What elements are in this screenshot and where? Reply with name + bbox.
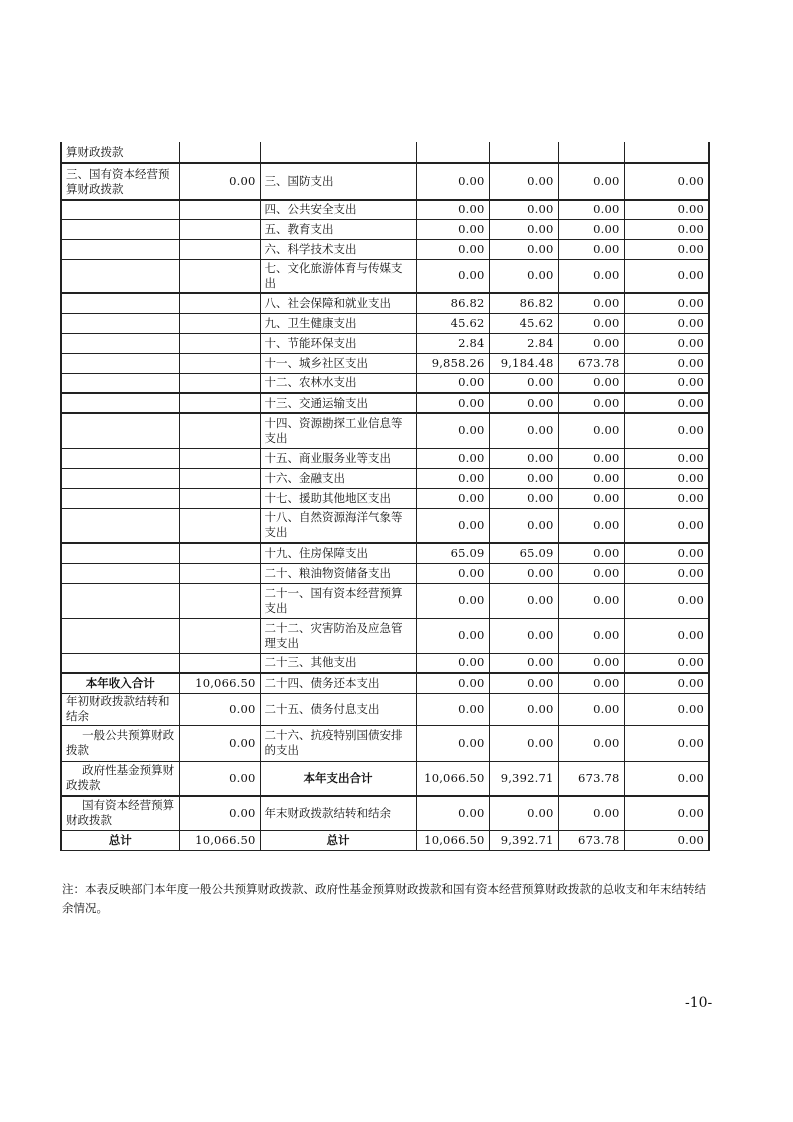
state-capital-cell: 0.00 [624, 448, 709, 468]
income-amount-cell [179, 142, 260, 163]
income-item-cell [61, 200, 179, 219]
income-item-cell [61, 543, 179, 563]
table-row [61, 830, 709, 850]
general-budget-cell: 0.00 [489, 583, 558, 618]
general-budget-cell: 86.82 [489, 293, 558, 313]
state-capital-cell: 0.00 [624, 313, 709, 333]
general-budget-cell: 9,392.71 [489, 830, 558, 850]
state-capital-cell: 0.00 [624, 796, 709, 830]
government-fund-cell: 0.00 [558, 373, 624, 393]
government-fund-cell: 0.00 [558, 488, 624, 508]
income-amount-cell: 0.00 [179, 163, 260, 200]
income-amount-cell [179, 543, 260, 563]
table-row [61, 583, 709, 618]
expense-total-cell: 0.00 [416, 725, 489, 761]
expense-item-cell: 十四、资源勘探工业信息等支出 [260, 413, 416, 448]
expense-total-cell: 0.00 [416, 413, 489, 448]
government-fund-cell: 0.00 [558, 543, 624, 563]
income-item-cell [61, 219, 179, 239]
state-capital-cell: 0.00 [624, 413, 709, 448]
income-amount-cell [179, 468, 260, 488]
general-budget-cell: 0.00 [489, 693, 558, 725]
general-budget-cell: 0.00 [489, 508, 558, 543]
expense-total-cell: 2.84 [416, 333, 489, 353]
page-number: -10- [685, 995, 713, 1011]
government-fund-cell: 0.00 [558, 333, 624, 353]
table-row [61, 653, 709, 673]
expense-total-cell: 0.00 [416, 673, 489, 693]
expense-item-cell: 二十四、债务还本支出 [260, 673, 416, 693]
state-capital-cell: 0.00 [624, 353, 709, 373]
state-capital-cell: 0.00 [624, 618, 709, 653]
expense-total-cell: 45.62 [416, 313, 489, 333]
income-item-cell [61, 373, 179, 393]
table-row [61, 673, 709, 693]
state-capital-cell: 0.00 [624, 761, 709, 796]
income-amount-cell: 10,066.50 [179, 673, 260, 693]
table-row [61, 219, 709, 239]
table-row [61, 508, 709, 543]
state-capital-cell: 0.00 [624, 653, 709, 673]
expense-total-cell: 0.00 [416, 393, 489, 413]
state-capital-cell: 0.00 [624, 583, 709, 618]
table-row [61, 239, 709, 259]
table-row [61, 393, 709, 413]
table-row [61, 200, 709, 219]
income-item-cell [61, 583, 179, 618]
income-item-cell: 本年收入合计 [61, 673, 179, 693]
government-fund-cell: 0.00 [558, 163, 624, 200]
expense-item-cell: 总计 [260, 830, 416, 850]
income-amount-cell [179, 239, 260, 259]
income-amount-cell [179, 618, 260, 653]
expense-total-cell: 0.00 [416, 563, 489, 583]
expense-item-cell: 九、卫生健康支出 [260, 313, 416, 333]
expense-total-cell: 10,066.50 [416, 761, 489, 796]
general-budget-cell: 0.00 [489, 468, 558, 488]
table-row [61, 373, 709, 393]
table-row [61, 563, 709, 583]
expense-item-cell: 三、国防支出 [260, 163, 416, 200]
income-item-cell [61, 293, 179, 313]
general-budget-cell: 45.62 [489, 313, 558, 333]
state-capital-cell: 0.00 [624, 163, 709, 200]
table-row [61, 163, 709, 200]
state-capital-cell: 0.00 [624, 293, 709, 313]
government-fund-cell: 0.00 [558, 618, 624, 653]
expense-item-cell: 十六、金融支出 [260, 468, 416, 488]
state-capital-cell [624, 142, 709, 163]
general-budget-cell: 0.00 [489, 413, 558, 448]
state-capital-cell: 0.00 [624, 373, 709, 393]
income-amount-cell: 0.00 [179, 761, 260, 796]
government-fund-cell: 0.00 [558, 693, 624, 725]
income-amount-cell [179, 563, 260, 583]
expense-item-cell: 六、科学技术支出 [260, 239, 416, 259]
state-capital-cell: 0.00 [624, 830, 709, 850]
expense-item-cell: 十七、援助其他地区支出 [260, 488, 416, 508]
expense-item-cell: 四、公共安全支出 [260, 200, 416, 219]
table-body [61, 142, 709, 850]
income-amount-cell: 0.00 [179, 725, 260, 761]
table-row [61, 259, 709, 293]
expense-total-cell: 0.00 [416, 239, 489, 259]
table-note: 注：本表反映部门本年度一般公共预算财政拨款、政府性基金预算财政拨款和国有资本经营预算财政拨款的总收支和年末结转结余情况。 [62, 882, 706, 915]
expense-item-cell: 二十六、抗疫特别国债安排的支出 [260, 725, 416, 761]
government-fund-cell: 0.00 [558, 508, 624, 543]
expense-total-cell: 0.00 [416, 508, 489, 543]
table-row [61, 142, 709, 163]
general-budget-cell: 0.00 [489, 673, 558, 693]
expense-item-cell: 十八、自然资源海洋气象等支出 [260, 508, 416, 543]
income-item-cell [61, 448, 179, 468]
general-budget-cell: 9,392.71 [489, 761, 558, 796]
table-row [61, 618, 709, 653]
expense-total-cell: 10,066.50 [416, 830, 489, 850]
state-capital-cell: 0.00 [624, 393, 709, 413]
income-item-cell [61, 413, 179, 448]
general-budget-cell: 0.00 [489, 259, 558, 293]
expense-item-cell: 二十一、国有资本经营预算支出 [260, 583, 416, 618]
income-amount-cell [179, 259, 260, 293]
table-row [61, 333, 709, 353]
state-capital-cell: 0.00 [624, 333, 709, 353]
income-item-cell [61, 333, 179, 353]
government-fund-cell: 673.78 [558, 761, 624, 796]
table-row [61, 468, 709, 488]
income-item-cell: 政府性基金预算财政拨款 [61, 761, 179, 796]
expense-item-cell: 十二、农林水支出 [260, 373, 416, 393]
expense-item-cell: 八、社会保障和就业支出 [260, 293, 416, 313]
income-item-cell: 一般公共预算财政拨款 [61, 725, 179, 761]
general-budget-cell: 0.00 [489, 563, 558, 583]
expense-item-cell: 年末财政拨款结转和结余 [260, 796, 416, 830]
income-amount-cell [179, 583, 260, 618]
general-budget-cell: 0.00 [489, 393, 558, 413]
table-row [61, 725, 709, 761]
income-item-cell: 年初财政拨款结转和结余 [61, 693, 179, 725]
general-budget-cell: 0.00 [489, 200, 558, 219]
expense-total-cell: 9,858.26 [416, 353, 489, 373]
expense-total-cell: 0.00 [416, 796, 489, 830]
state-capital-cell: 0.00 [624, 508, 709, 543]
income-item-cell: 算财政拨款 [61, 142, 179, 163]
government-fund-cell: 0.00 [558, 219, 624, 239]
income-amount-cell [179, 293, 260, 313]
general-budget-cell: 0.00 [489, 373, 558, 393]
expense-item-cell: 二十、粮油物资储备支出 [260, 563, 416, 583]
income-item-cell [61, 563, 179, 583]
income-amount-cell [179, 353, 260, 373]
general-budget-cell: 65.09 [489, 543, 558, 563]
expense-total-cell: 0.00 [416, 693, 489, 725]
state-capital-cell: 0.00 [624, 259, 709, 293]
expense-item-cell [260, 142, 416, 163]
fiscal-appropriation-table [60, 142, 710, 851]
government-fund-cell: 0.00 [558, 239, 624, 259]
state-capital-cell: 0.00 [624, 673, 709, 693]
expense-total-cell: 0.00 [416, 373, 489, 393]
government-fund-cell: 0.00 [558, 259, 624, 293]
income-amount-cell [179, 393, 260, 413]
general-budget-cell: 0.00 [489, 488, 558, 508]
income-item-cell: 国有资本经营预算财政拨款 [61, 796, 179, 830]
income-item-cell [61, 508, 179, 543]
state-capital-cell: 0.00 [624, 488, 709, 508]
income-item-cell [61, 393, 179, 413]
general-budget-cell: 0.00 [489, 618, 558, 653]
government-fund-cell: 0.00 [558, 313, 624, 333]
income-item-cell [61, 353, 179, 373]
expense-total-cell: 0.00 [416, 653, 489, 673]
income-amount-cell [179, 333, 260, 353]
expense-total-cell: 0.00 [416, 219, 489, 239]
income-amount-cell: 0.00 [179, 796, 260, 830]
general-budget-cell [489, 142, 558, 163]
income-item-cell [61, 259, 179, 293]
government-fund-cell [558, 142, 624, 163]
general-budget-cell: 0.00 [489, 448, 558, 468]
government-fund-cell: 673.78 [558, 353, 624, 373]
state-capital-cell: 0.00 [624, 468, 709, 488]
state-capital-cell: 0.00 [624, 239, 709, 259]
expense-item-cell: 十、节能环保支出 [260, 333, 416, 353]
general-budget-cell: 0.00 [489, 725, 558, 761]
government-fund-cell: 0.00 [558, 725, 624, 761]
state-capital-cell: 0.00 [624, 725, 709, 761]
government-fund-cell: 0.00 [558, 563, 624, 583]
government-fund-cell: 673.78 [558, 830, 624, 850]
government-fund-cell: 0.00 [558, 293, 624, 313]
table-row [61, 761, 709, 796]
table-row [61, 448, 709, 468]
expense-item-cell: 五、教育支出 [260, 219, 416, 239]
income-amount-cell [179, 413, 260, 448]
income-amount-cell [179, 653, 260, 673]
expense-item-cell: 十九、住房保障支出 [260, 543, 416, 563]
government-fund-cell: 0.00 [558, 468, 624, 488]
income-amount-cell [179, 219, 260, 239]
general-budget-cell: 0.00 [489, 796, 558, 830]
income-item-cell: 三、国有资本经营预算财政拨款 [61, 163, 179, 200]
table-row [61, 313, 709, 333]
income-amount-cell [179, 373, 260, 393]
expense-item-cell: 十三、交通运输支出 [260, 393, 416, 413]
expense-total-cell: 0.00 [416, 583, 489, 618]
expense-item-cell: 二十三、其他支出 [260, 653, 416, 673]
government-fund-cell: 0.00 [558, 393, 624, 413]
income-amount-cell [179, 508, 260, 543]
expense-total-cell: 65.09 [416, 543, 489, 563]
general-budget-cell: 0.00 [489, 653, 558, 673]
expense-total-cell: 0.00 [416, 468, 489, 488]
state-capital-cell: 0.00 [624, 543, 709, 563]
government-fund-cell: 0.00 [558, 448, 624, 468]
income-amount-cell [179, 488, 260, 508]
income-item-cell [61, 468, 179, 488]
state-capital-cell: 0.00 [624, 693, 709, 725]
table-row [61, 488, 709, 508]
table-row [61, 796, 709, 830]
income-amount-cell [179, 200, 260, 219]
income-item-cell [61, 653, 179, 673]
government-fund-cell: 0.00 [558, 200, 624, 219]
expense-item-cell: 七、文化旅游体育与传媒支出 [260, 259, 416, 293]
expense-total-cell: 0.00 [416, 488, 489, 508]
income-amount-cell: 0.00 [179, 693, 260, 725]
expense-item-cell: 二十二、灾害防治及应急管理支出 [260, 618, 416, 653]
income-item-cell [61, 488, 179, 508]
expense-item-cell: 十一、城乡社区支出 [260, 353, 416, 373]
expense-total-cell: 86.82 [416, 293, 489, 313]
government-fund-cell: 0.00 [558, 583, 624, 618]
table-row [61, 543, 709, 563]
income-amount-cell [179, 448, 260, 468]
income-item-cell [61, 618, 179, 653]
expense-item-cell: 二十五、债务付息支出 [260, 693, 416, 725]
government-fund-cell: 0.00 [558, 796, 624, 830]
expense-total-cell: 0.00 [416, 448, 489, 468]
government-fund-cell: 0.00 [558, 673, 624, 693]
income-amount-cell [179, 313, 260, 333]
government-fund-cell: 0.00 [558, 653, 624, 673]
expense-item-cell: 本年支出合计 [260, 761, 416, 796]
expense-total-cell: 0.00 [416, 618, 489, 653]
general-budget-cell: 2.84 [489, 333, 558, 353]
general-budget-cell: 0.00 [489, 219, 558, 239]
income-item-cell [61, 313, 179, 333]
income-amount-cell: 10,066.50 [179, 830, 260, 850]
table-row [61, 413, 709, 448]
government-fund-cell: 0.00 [558, 413, 624, 448]
table-row [61, 353, 709, 373]
table-row [61, 693, 709, 725]
state-capital-cell: 0.00 [624, 219, 709, 239]
income-item-cell [61, 239, 179, 259]
general-budget-cell: 0.00 [489, 163, 558, 200]
state-capital-cell: 0.00 [624, 200, 709, 219]
expense-total-cell: 0.00 [416, 259, 489, 293]
income-item-cell: 总计 [61, 830, 179, 850]
table-row [61, 293, 709, 313]
general-budget-cell: 0.00 [489, 239, 558, 259]
expense-item-cell: 十五、商业服务业等支出 [260, 448, 416, 468]
state-capital-cell: 0.00 [624, 563, 709, 583]
general-budget-cell: 9,184.48 [489, 353, 558, 373]
expense-total-cell: 0.00 [416, 163, 489, 200]
expense-total-cell: 0.00 [416, 200, 489, 219]
expense-total-cell [416, 142, 489, 163]
